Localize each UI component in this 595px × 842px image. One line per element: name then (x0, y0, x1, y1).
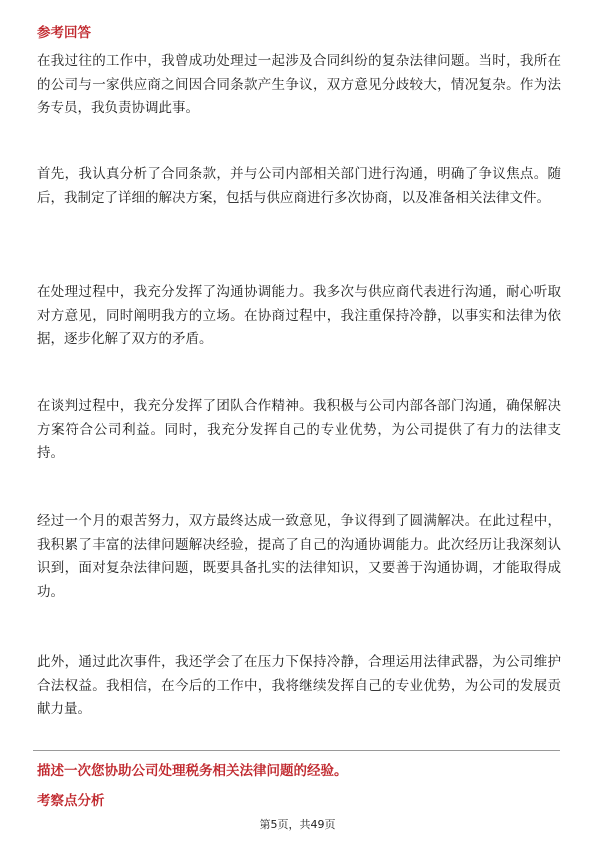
answer-paragraph-6: 此外，通过此次事件，我还学会了在压力下保持冷静，合理运用法律武器，为公司维护合法权益。我相信，在今后的工作中，我将继续发挥自己的专业优势，为公司的发展贡献力量。 (37, 654, 561, 718)
section-divider (33, 750, 560, 751)
analysis-heading: 考察点分析 (37, 793, 105, 809)
answer-paragraph-3: 在处理过程中，我充分发挥了沟通协调能力。我多次与供应商代表进行沟通，耐心听取对方意见，同时阐明我方的立场。在协商过程中，我注重保持冷静，以事实和法律为依据，逐步化解了双方的矛盾。 (37, 284, 561, 348)
answer-paragraph-5: 经过一个月的艰苦努力，双方最终达成一致意见，争议得到了圆满解决。在此过程中，我积累了丰富的法律问题解决经验，提高了自己的沟通协调能力。此次经历让我深刻认识到，面对复杂法律问题，既要具备扎实的法律知识，又要善于沟通协调，才能取得成功。 (37, 513, 561, 600)
answer-paragraph-2: 首先，我认真分析了合同条款，并与公司内部相关部门进行沟通，明确了争议焦点。随后，我制定了详细的解决方案，包括与供应商进行多次协商，以及准备相关法律文件。 (37, 166, 561, 206)
answer-heading: 参考回答 (37, 25, 91, 41)
next-question: 描述一次您协助公司处理税务相关法律问题的经验。 (37, 763, 348, 779)
answer-paragraph-1: 在我过往的工作中，我曾成功处理过一起涉及合同纠纷的复杂法律问题。当时，我所在的公司与一家供应商之间因合同条款产生争议，双方意见分歧较大，情况复杂。作为法务专员，我负责协调此事。 (37, 53, 561, 117)
answer-paragraph-4: 在谈判过程中，我充分发挥了团队合作精神。我积极与公司内部各部门沟通，确保解决方案符合公司利益。同时，我充分发挥自己的专业优势，为公司提供了有力的法律支持。 (37, 398, 561, 462)
page-footer: 第5页，共49页 (259, 818, 336, 831)
